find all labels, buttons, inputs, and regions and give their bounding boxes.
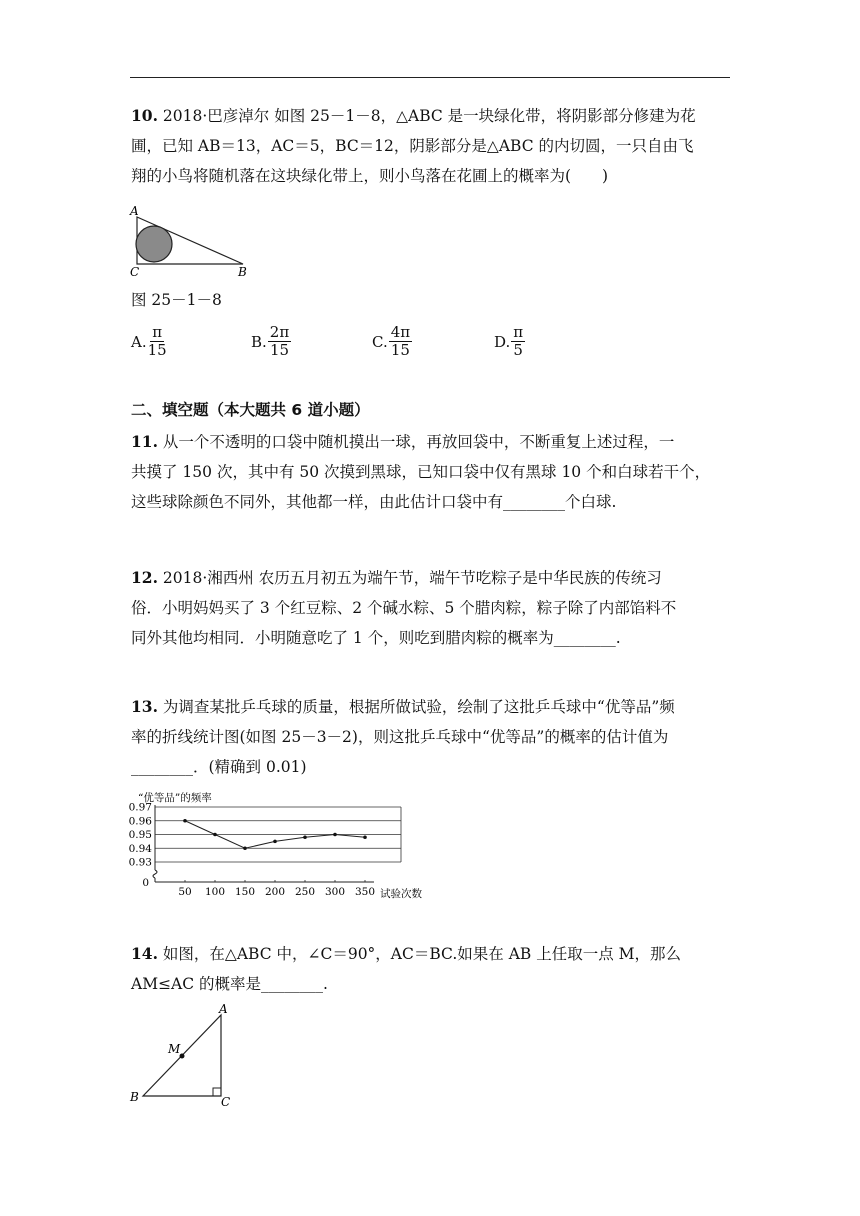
- data-point-350: [363, 835, 367, 839]
- q10-label-a: A: [130, 204, 139, 218]
- q11-line-1: 11. 从一个不透明的口袋中随机摸出一球，再放回袋中，不断重复上述过程，一: [131, 432, 675, 451]
- question-11: [131, 427, 731, 517]
- x-tick-label: 150: [234, 886, 256, 898]
- top-rule: [130, 77, 730, 78]
- x-tick-label: 250: [294, 886, 316, 898]
- section-2-heading: 二、填空题（本大题共 6 道小题）: [131, 401, 370, 419]
- q10-line-3: 翔的小鸟将随机落在这块绿化带上，则小鸟落在花圃上的概率为( ): [131, 167, 609, 185]
- x-tick-label: 300: [324, 886, 346, 898]
- y-tick-label: 0.95: [128, 829, 152, 841]
- q14-number: 14.: [131, 944, 158, 963]
- option-c[interactable]: C. $\frac{4\pi}{15}$: [372, 323, 411, 359]
- q10-label-b: B: [238, 265, 247, 279]
- q14-label-c: C: [221, 1095, 231, 1109]
- question-14: [131, 939, 731, 999]
- q12-line-3: 同外其他均相同．小明随意吃了 1 个，则吃到腊肉粽的概率为________.: [131, 629, 621, 647]
- option-b[interactable]: B. $\frac{2\pi}{15}$: [251, 323, 290, 359]
- q14-line-2: AM≤AC 的概率是________.: [131, 975, 328, 993]
- q11-line-3: 这些球除颜色不同外，其他都一样，由此估计口袋中有________个白球.: [131, 493, 617, 511]
- axis-break: [153, 870, 157, 878]
- y-tick-label: 0.97: [128, 801, 152, 814]
- q13-line-3: ________．(精确到 0.01): [131, 758, 307, 776]
- q14-label-m: M: [168, 1042, 181, 1056]
- x-tick-label: 350: [354, 886, 376, 898]
- q12-line-1: 12. 2018·湘西州 农历五月初五为端午节，端午节吃粽子是中华民族的传统习: [131, 568, 662, 587]
- incircle: [136, 226, 172, 262]
- data-point-50: [183, 819, 187, 823]
- q10-line-2: 圃，已知 AB＝13，AC＝5，BC＝12，阴影部分是△ABC 的内切圆，一只自由飞: [131, 137, 694, 155]
- q14-line-1: 14. 如图，在△ABC 中，∠C＝90°，AC＝BC.如果在 AB 上任取一点 M，那么: [131, 944, 682, 963]
- x-axis-title: 试验次数: [380, 888, 422, 900]
- data-point-200: [273, 840, 277, 844]
- q12-number: 12.: [131, 568, 158, 587]
- y-axis-title: “优等品”的频率: [138, 792, 212, 804]
- q12-line-2: 俗．小明妈妈买了 3 个红豆粽、2 个碱水粽、5 个腊肉粽，粽子除了内部馅料不: [131, 599, 677, 617]
- q14-triangle-figure: [125, 1000, 245, 1110]
- x-tick-label: 200: [264, 886, 286, 898]
- q13-number: 13.: [131, 697, 158, 716]
- q10-options: [131, 324, 731, 366]
- q11-number: 11.: [131, 432, 158, 451]
- q10-label-c: C: [130, 265, 140, 279]
- option-a[interactable]: A. $\frac{\pi}{15}$: [131, 323, 167, 359]
- x-tick-label: 100: [204, 886, 226, 898]
- x-tick-label: 50: [178, 886, 192, 898]
- option-d[interactable]: D. $\frac{\pi}{5}$: [494, 323, 524, 359]
- data-point-150: [243, 846, 247, 850]
- q13-line-1: 13. 为调查某批乒乓球的质量，根据所做试验，绘制了这批乒乓球中“优等品”频: [131, 697, 675, 716]
- data-point-100: [213, 833, 217, 837]
- q10-triangle-figure: [125, 202, 260, 280]
- origin-label: 0: [142, 877, 149, 889]
- frequency-line-chart: [118, 790, 448, 902]
- q11-line-2: 共摸了 150 次，其中有 50 次摸到黑球，已知口袋中仅有黑球 10 个和白球若干个，: [131, 463, 711, 481]
- data-point-300: [333, 833, 337, 837]
- q10-number: 10.: [131, 106, 158, 125]
- question-12: [131, 563, 731, 653]
- question-13: [131, 692, 731, 782]
- data-point-250: [303, 835, 307, 839]
- y-tick-label: 0.94: [128, 842, 152, 855]
- q10-figure-caption: 图 25－1－8: [131, 291, 222, 309]
- y-tick-label: 0.93: [128, 856, 152, 869]
- q13-line-2: 率的折线统计图(如图 25－3－2)，则这批乒乓球中“优等品”的概率的估计值为: [131, 728, 669, 746]
- chart-grid: [155, 807, 401, 862]
- q14-label-a: A: [219, 1002, 228, 1016]
- question-10: [131, 101, 731, 191]
- q14-label-b: B: [130, 1090, 139, 1104]
- q10-line-1: 10. 2018·巴彦淖尔 如图 25－1－8，△ABC 是一块绿化带，将阴影部分修建为花: [131, 106, 696, 125]
- y-tick-label: 0.96: [128, 815, 152, 828]
